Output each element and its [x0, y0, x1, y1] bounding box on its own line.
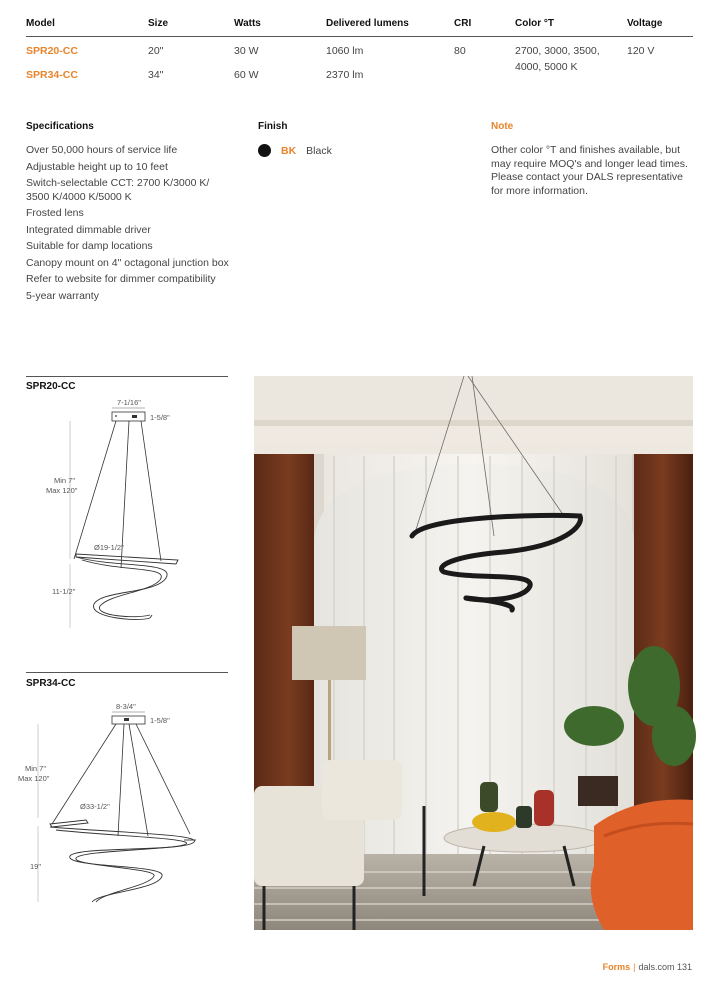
finish-code: BK	[281, 144, 297, 157]
dim-height-min: Min 7"	[54, 476, 76, 485]
cell-cri: 80	[454, 45, 466, 57]
cell-cri	[454, 59, 515, 83]
dimension-drawing-spr20	[26, 396, 228, 636]
spiral-fixture	[76, 554, 178, 619]
note-text: Other color °T and finishes available, but may require MOQ's and longer lead times. Please contact your DALS representative for more information.	[491, 144, 688, 197]
list-item: Switch-selectable CCT: 2700 K/3000 K/ 3500 K/4000 K/5000 K	[26, 177, 210, 203]
table-row	[26, 37, 693, 60]
suspension-cable	[129, 724, 148, 836]
diagram-divider	[26, 672, 228, 673]
lifestyle-photo	[254, 376, 693, 930]
list-item: Integrated dimmable driver	[26, 223, 151, 236]
header-watts: Watts	[234, 18, 326, 37]
cell-size: 34"	[148, 69, 164, 81]
cell-lumens: 2370 lm	[326, 69, 364, 81]
footer-page-number: 131	[676, 962, 692, 972]
finish-heading: Finish	[258, 121, 288, 132]
dim-height-max: Max 120"	[46, 486, 78, 495]
cell-voltage: 120 V	[627, 45, 655, 57]
list-item: Adjustable height up to 10 feet	[26, 160, 168, 173]
canopy-detail	[124, 718, 129, 721]
cell-watts: 60 W	[234, 69, 259, 81]
dim-diameter: Ø33-1/2"	[80, 802, 110, 811]
suspension-cable	[118, 724, 124, 836]
finish-swatch-row	[258, 144, 332, 157]
page-footer	[603, 962, 692, 972]
dim-canopy-width: 7-1/16"	[117, 398, 141, 407]
cell-lumens: 1060 lm	[326, 45, 364, 57]
dimension-drawing-spr34	[18, 696, 228, 916]
cell-model: SPR20-CC	[26, 45, 78, 57]
header-size: Size	[148, 18, 234, 37]
list-item: 5-year warranty	[26, 289, 99, 302]
header-voltage: Voltage	[627, 18, 693, 37]
dim-fixture-height: 11-1/2"	[52, 587, 76, 596]
cell-watts: 30 W	[234, 45, 259, 57]
header-model: Model	[26, 18, 148, 37]
diagram-spr20	[26, 396, 228, 636]
dim-canopy-height: 1-5/8"	[150, 413, 170, 422]
footer-site: dals.com	[638, 962, 675, 972]
header-cri: CRI	[454, 18, 515, 37]
table-header-row	[26, 18, 693, 37]
cell-model: SPR34-CC	[26, 69, 78, 81]
footer-section: Forms	[602, 962, 631, 972]
header-color-t: Color °T	[515, 18, 627, 37]
finish-color-swatch	[258, 144, 271, 157]
canopy-detail	[132, 415, 137, 418]
diagram-divider	[26, 376, 228, 377]
specifications-list	[26, 144, 231, 306]
dim-fixture-height: 19"	[30, 862, 42, 871]
dim-height-max: Max 120"	[18, 774, 50, 783]
specifications-heading: Specifications	[26, 121, 94, 132]
list-item: Canopy mount on 4" octagonal junction box	[26, 256, 229, 269]
cell-color-t	[515, 37, 627, 84]
color-t-text: 2700, 3000, 3500, 4000, 5000 K	[515, 45, 600, 73]
footer-separator: |	[633, 962, 636, 972]
cell-size: 20"	[148, 45, 164, 57]
spec-table	[26, 18, 693, 83]
diagram-title-spr34: SPR34-CC	[26, 678, 76, 689]
finish-name: Black	[306, 144, 332, 157]
note-heading: Note	[491, 121, 514, 132]
cell-voltage	[627, 59, 693, 83]
dim-diameter: Ø19-1/2"	[94, 543, 124, 552]
suspension-cable	[136, 724, 190, 834]
diagram-spr34	[18, 696, 228, 916]
list-item: Refer to website for dimmer compatibility	[26, 273, 216, 285]
diagram-title-spr20: SPR20-CC	[26, 381, 76, 392]
spiral-fixture	[50, 820, 196, 902]
dim-canopy-height: 1-5/8"	[150, 716, 170, 725]
canopy-shape	[112, 412, 145, 421]
dim-canopy-width: 8-3/4"	[116, 702, 136, 711]
canopy-detail	[115, 415, 117, 417]
dim-height-min: Min 7"	[25, 764, 47, 773]
suspension-cable	[74, 421, 116, 559]
list-item: Suitable for damp locations	[26, 240, 153, 252]
list-item: Frosted lens	[26, 207, 84, 219]
suspension-cable	[141, 421, 161, 561]
list-item: Over 50,000 hours of service life	[26, 144, 178, 156]
header-lumens: Delivered lumens	[326, 18, 454, 37]
room-scene-illustration	[254, 376, 693, 930]
